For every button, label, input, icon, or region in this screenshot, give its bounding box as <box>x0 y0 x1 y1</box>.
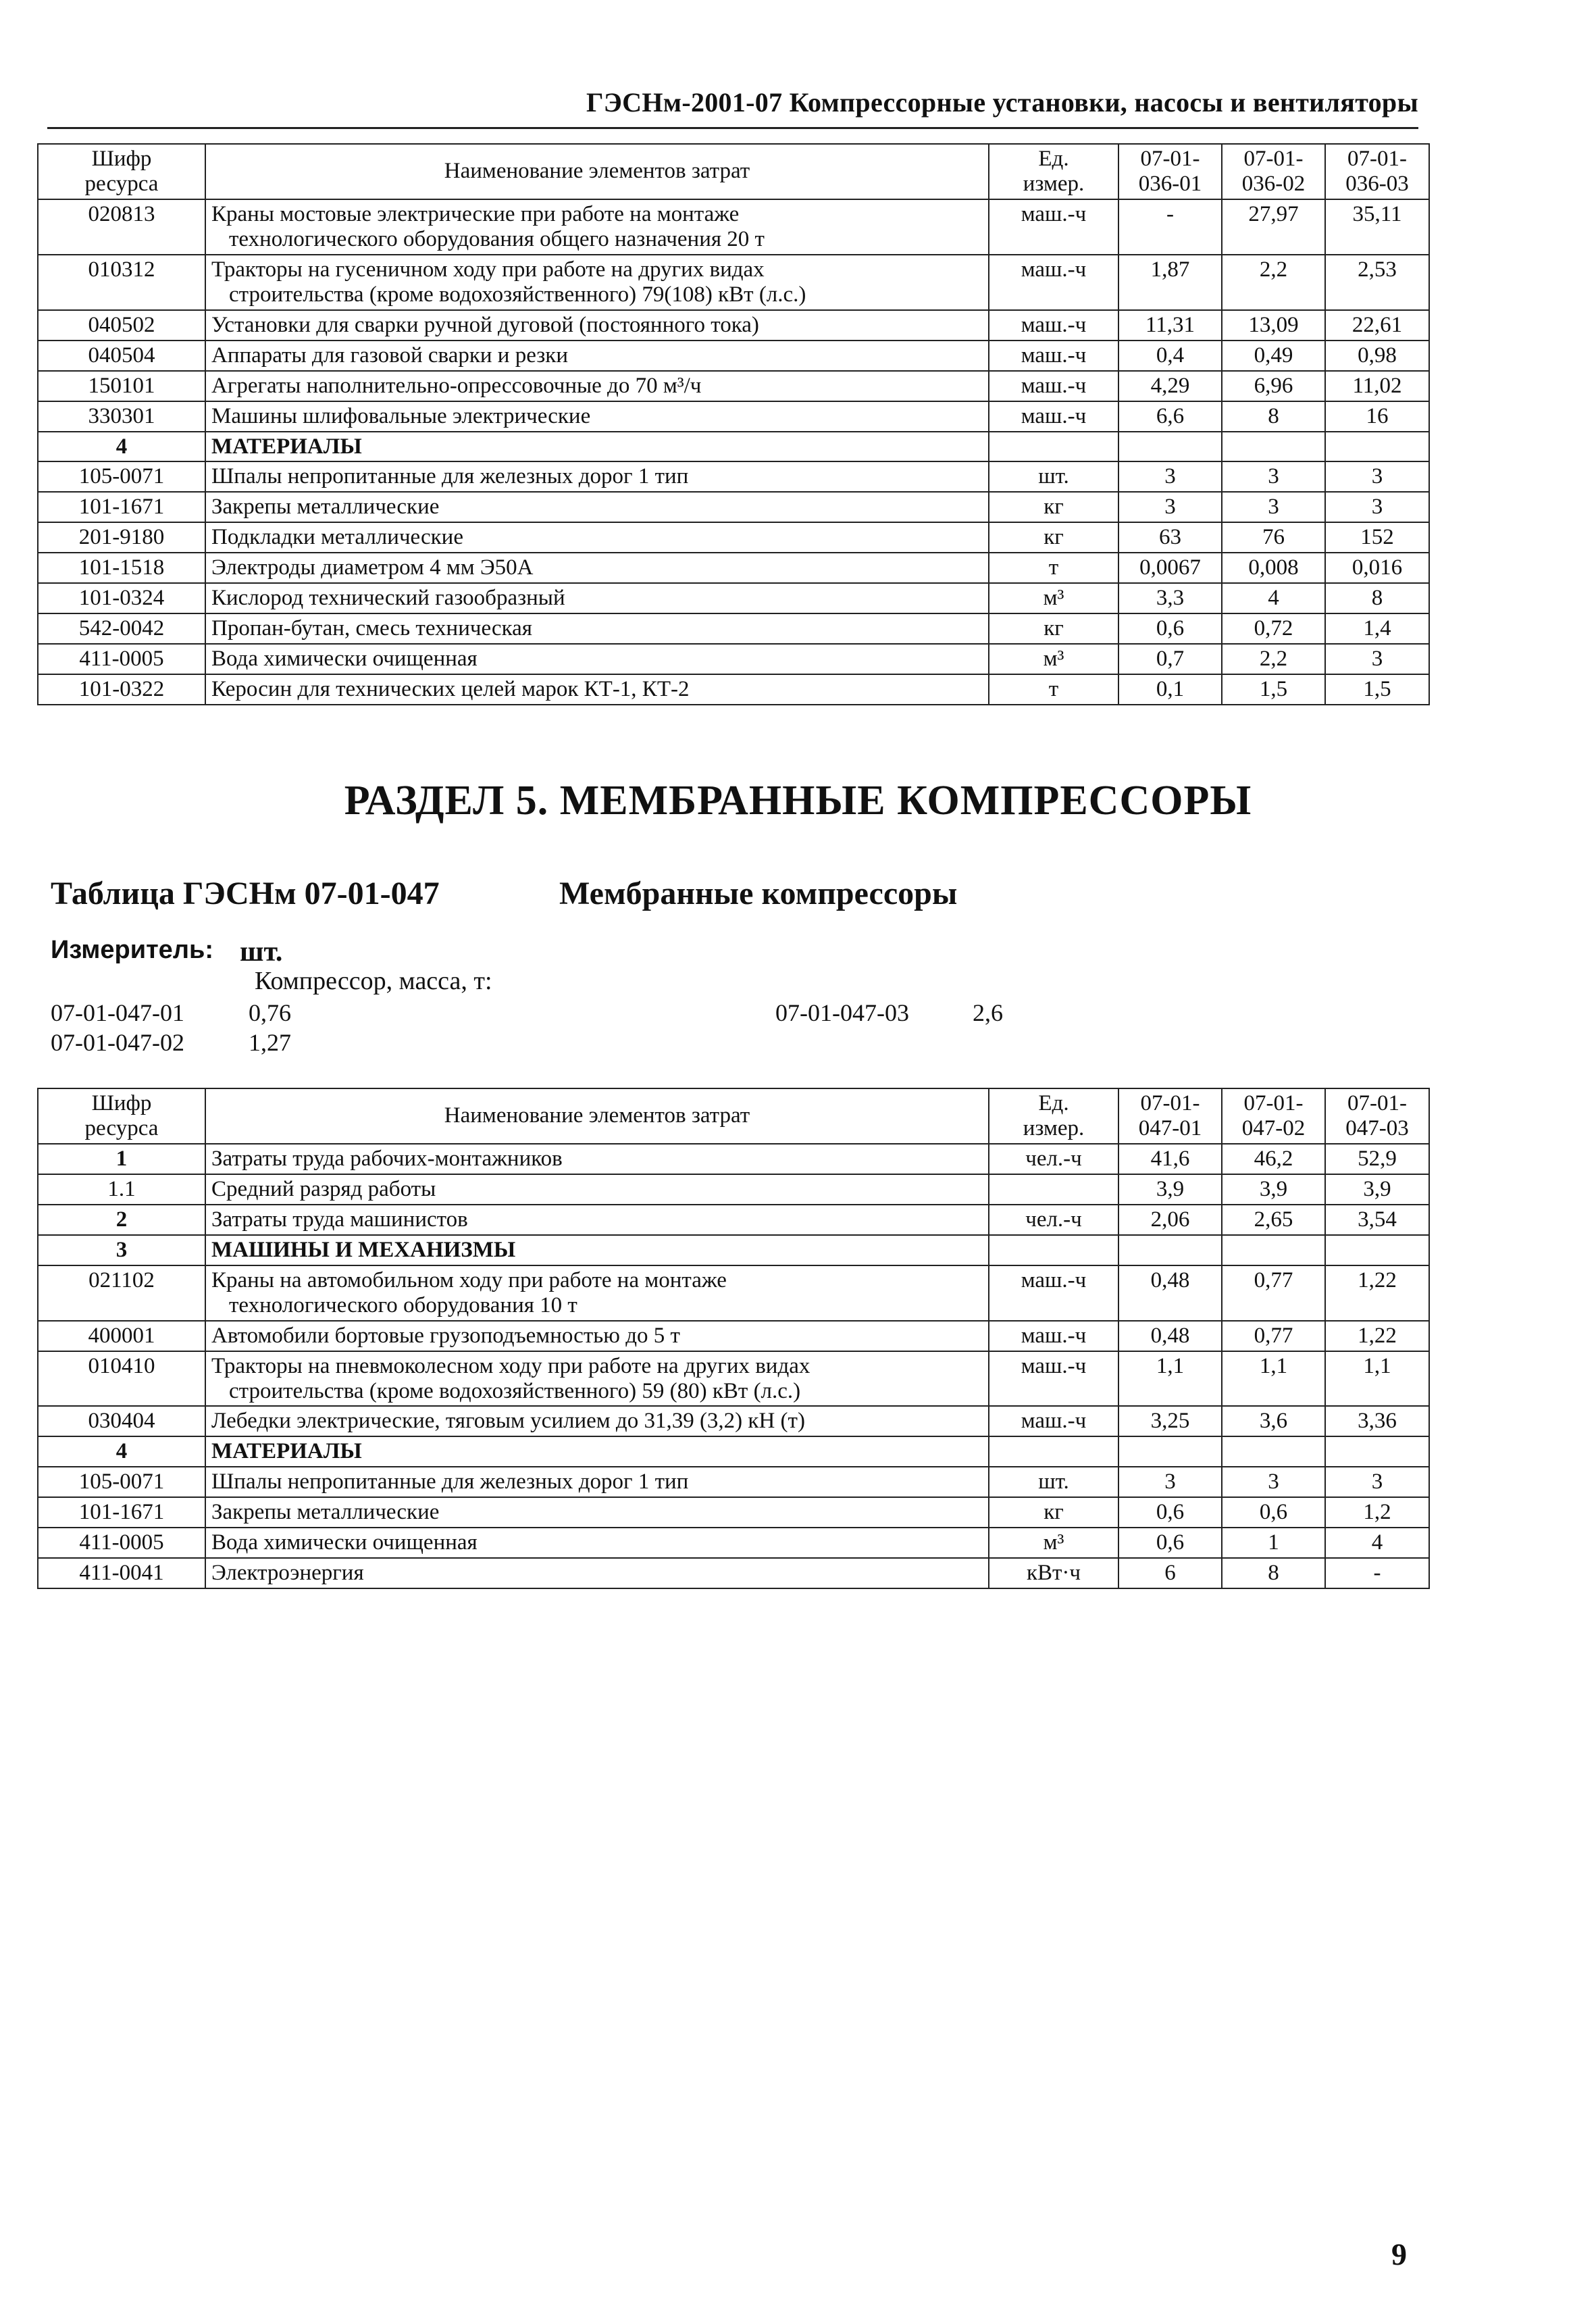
norm-value-3: 22,61 <box>1325 310 1429 341</box>
table-row <box>38 1351 1429 1407</box>
cost-element-line: Вода химически очищенная <box>211 1530 478 1555</box>
norm-value-1: 2,06 <box>1118 1205 1222 1235</box>
cost-element-name <box>205 310 989 341</box>
norm-value-3: 11,02 <box>1325 371 1429 401</box>
norm-value-2: 46,2 <box>1222 1144 1325 1174</box>
cost-element-name <box>205 553 989 583</box>
resource-code: 040502 <box>38 310 205 341</box>
resource-code: 101-1671 <box>38 1497 205 1528</box>
resource-code: 101-1671 <box>38 492 205 522</box>
cost-element-line: Затраты труда рабочих-монтажников <box>211 1146 563 1171</box>
cost-element-line: Вода химически очищенная <box>211 647 478 672</box>
unit-of-measure: кг <box>989 522 1118 553</box>
norm-value-3: 3 <box>1325 461 1429 492</box>
table-row <box>38 1144 1429 1174</box>
norm-value-3 <box>1325 1235 1429 1265</box>
table-row <box>38 1467 1429 1497</box>
resource-code: 105-0071 <box>38 1467 205 1497</box>
norm-value-2: 3,9 <box>1222 1174 1325 1205</box>
cost-element-name <box>205 1235 989 1265</box>
norm-value-2: 8 <box>1222 1558 1325 1588</box>
table-section-row <box>38 1436 1429 1467</box>
table-row <box>38 553 1429 583</box>
norm-value-2: 0,77 <box>1222 1321 1325 1351</box>
norm-value-1 <box>1118 432 1222 462</box>
cost-element-line: Электроды диаметром 4 мм Э50А <box>211 555 534 580</box>
unit-of-measure: маш.-ч <box>989 401 1118 432</box>
table-title: Мембранные компрессоры <box>559 876 958 911</box>
table-row <box>38 492 1429 522</box>
resource-code: 2 <box>38 1205 205 1235</box>
norm-value-3: 3,36 <box>1325 1406 1429 1436</box>
norm-value-1: - <box>1118 199 1222 255</box>
cost-element-name <box>205 199 989 255</box>
cost-element-line: Пропан-бутан, смесь техническая <box>211 616 532 641</box>
norm-value-1 <box>1118 1235 1222 1265</box>
cost-element-name <box>205 522 989 553</box>
cost-element-name <box>205 401 989 432</box>
norm-value-3: - <box>1325 1558 1429 1588</box>
header-norm-1: 07-01- 036-01 <box>1118 144 1222 199</box>
norm-value-2: 2,65 <box>1222 1205 1325 1235</box>
unit-of-measure <box>989 432 1118 462</box>
cost-element-line: Автомобили бортовые грузоподъемностью до 5 т <box>211 1323 680 1348</box>
norm-value-1 <box>1118 1436 1222 1467</box>
cost-element-line: Установки для сварки ручной дуговой (постоянного тока) <box>211 312 759 337</box>
cost-element-name <box>205 1497 989 1528</box>
cost-element-line: технологического оборудования 10 т <box>229 1292 577 1317</box>
table-section-row <box>38 1235 1429 1265</box>
resource-code: 150101 <box>38 371 205 401</box>
resource-code: 020813 <box>38 199 205 255</box>
meter-unit: шт. <box>240 936 283 967</box>
header-norm-2: 07-01- 036-02 <box>1222 144 1325 199</box>
norm-value-2 <box>1222 1235 1325 1265</box>
resource-code: 542-0042 <box>38 613 205 644</box>
table-row <box>38 341 1429 371</box>
header-norm-2: 07-01- 047-02 <box>1222 1088 1325 1144</box>
norm-value-1: 0,0067 <box>1118 553 1222 583</box>
cost-element-name <box>205 1205 989 1235</box>
unit-of-measure: чел.-ч <box>989 1205 1118 1235</box>
resource-code: 1.1 <box>38 1174 205 1205</box>
norm-value-2: 13,09 <box>1222 310 1325 341</box>
norm-value-1: 0,6 <box>1118 1497 1222 1528</box>
cost-element-name <box>205 1265 989 1321</box>
norm-value-3: 0,98 <box>1325 341 1429 371</box>
cost-element-name <box>205 1321 989 1351</box>
norm-value-3 <box>1325 432 1429 462</box>
norm-value-1: 3,3 <box>1118 583 1222 613</box>
norm-value-1: 3 <box>1118 1467 1222 1497</box>
norm-value-2: 8 <box>1222 401 1325 432</box>
norm-value-1: 0,4 <box>1118 341 1222 371</box>
cost-element-name <box>205 1528 989 1558</box>
page-number: 9 <box>1391 2237 1407 2271</box>
table-row <box>38 522 1429 553</box>
table-row <box>38 401 1429 432</box>
table-row <box>38 1321 1429 1351</box>
resource-code: 330301 <box>38 401 205 432</box>
table-row <box>38 1497 1429 1528</box>
header-norm-1: 07-01- 047-01 <box>1118 1088 1222 1144</box>
cost-element-line: Тракторы на гусеничном ходу при работе на других видах <box>211 257 765 282</box>
table-row <box>38 1528 1429 1558</box>
unit-of-measure: маш.-ч <box>989 371 1118 401</box>
norm-value-3 <box>1325 1436 1429 1467</box>
norm-value-2 <box>1222 1436 1325 1467</box>
header-cost-element: Наименование элементов затрат <box>205 1088 989 1144</box>
norm-value-2: 76 <box>1222 522 1325 553</box>
table-row <box>38 583 1429 613</box>
table-row <box>38 310 1429 341</box>
cost-element-name <box>205 341 989 371</box>
cost-element-line: Средний разряд работы <box>211 1176 436 1201</box>
norm-value-1: 4,29 <box>1118 371 1222 401</box>
unit-of-measure: шт. <box>989 461 1118 492</box>
norm-value-3: 1,4 <box>1325 613 1429 644</box>
cost-element-name <box>205 1174 989 1205</box>
cost-element-name <box>205 1144 989 1174</box>
norm-value-2: 1,1 <box>1222 1351 1325 1407</box>
header-cost-element: Наименование элементов затрат <box>205 144 989 199</box>
table-row <box>38 1558 1429 1588</box>
cost-element-line: Тракторы на пневмоколесном ходу при работе на других видах <box>211 1353 810 1378</box>
unit-of-measure: маш.-ч <box>989 1321 1118 1351</box>
norm-value-1: 11,31 <box>1118 310 1222 341</box>
resource-code: 4 <box>38 1436 205 1467</box>
header-divider <box>47 127 1418 129</box>
resource-code: 040504 <box>38 341 205 371</box>
header-resource-code: Шифр ресурса <box>38 144 205 199</box>
cost-element-line: Закрепы металлические <box>211 495 440 520</box>
norm-value-1: 41,6 <box>1118 1144 1222 1174</box>
cost-element-line: МАШИНЫ И МЕХАНИЗМЫ <box>211 1237 516 1262</box>
cost-element-line: Машины шлифовальные электрические <box>211 403 591 428</box>
cost-element-name <box>205 1351 989 1407</box>
cost-element-line: строительства (кроме водохозяйственного) 59 (80) кВт (л.с.) <box>229 1378 801 1403</box>
resource-code: 101-0322 <box>38 674 205 705</box>
norm-value-2: 0,72 <box>1222 613 1325 644</box>
resource-code: 4 <box>38 432 205 462</box>
variant-code: 07-01-047-02 <box>51 1029 184 1056</box>
unit-of-measure <box>989 1235 1118 1265</box>
header-unit: Ед. измер. <box>989 1088 1118 1144</box>
table-row <box>38 1406 1429 1436</box>
resource-code: 400001 <box>38 1321 205 1351</box>
table-row <box>38 371 1429 401</box>
resource-code: 411-0005 <box>38 1528 205 1558</box>
norm-value-2: 3 <box>1222 1467 1325 1497</box>
table-header-row <box>38 144 1429 199</box>
resource-code: 021102 <box>38 1265 205 1321</box>
variant-value: 0,76 <box>249 999 291 1026</box>
norm-value-3: 2,53 <box>1325 255 1429 310</box>
norm-value-2: 6,96 <box>1222 371 1325 401</box>
unit-of-measure: м³ <box>989 1528 1118 1558</box>
cost-element-line: Закрепы металлические <box>211 1500 440 1525</box>
norm-value-3: 16 <box>1325 401 1429 432</box>
cost-element-line: строительства (кроме водохозяйственного) 79(108) кВт (л.с.) <box>229 282 806 307</box>
table-row <box>38 644 1429 674</box>
unit-of-measure: кг <box>989 1497 1118 1528</box>
norm-value-3: 1,5 <box>1325 674 1429 705</box>
resource-code: 201-9180 <box>38 522 205 553</box>
resource-code: 1 <box>38 1144 205 1174</box>
cost-element-line: технологического оборудования общего назначения 20 т <box>229 226 765 251</box>
norm-value-3: 35,11 <box>1325 199 1429 255</box>
norm-value-3: 3 <box>1325 1467 1429 1497</box>
norm-value-2: 2,2 <box>1222 255 1325 310</box>
resource-code: 105-0071 <box>38 461 205 492</box>
norm-value-1: 3,25 <box>1118 1406 1222 1436</box>
norm-value-2: 4 <box>1222 583 1325 613</box>
norm-value-3: 52,9 <box>1325 1144 1429 1174</box>
variant-value: 2,6 <box>973 999 1003 1026</box>
unit-of-measure: м³ <box>989 583 1118 613</box>
cost-element-line: Подкладки металлические <box>211 525 463 550</box>
unit-of-measure: кг <box>989 492 1118 522</box>
unit-of-measure <box>989 1174 1118 1205</box>
variant-code: 07-01-047-03 <box>775 999 909 1026</box>
resource-code: 411-0041 <box>38 1558 205 1588</box>
unit-of-measure: кг <box>989 613 1118 644</box>
norm-value-1: 0,48 <box>1118 1321 1222 1351</box>
meter-label: Измеритель: <box>51 936 213 964</box>
resource-table-047 <box>37 1088 1430 1589</box>
unit-of-measure: маш.-ч <box>989 255 1118 310</box>
norm-value-2: 0,77 <box>1222 1265 1325 1321</box>
resource-code: 411-0005 <box>38 644 205 674</box>
cost-element-line: Агрегаты наполнительно-опрессовочные до 70 м³/ч <box>211 373 702 398</box>
unit-of-measure: маш.-ч <box>989 341 1118 371</box>
header-norm-3: 07-01- 047-03 <box>1325 1088 1429 1144</box>
unit-of-measure: кВт·ч <box>989 1558 1118 1588</box>
norm-value-1: 0,48 <box>1118 1265 1222 1321</box>
variant-code: 07-01-047-01 <box>51 999 184 1026</box>
unit-of-measure: маш.-ч <box>989 199 1118 255</box>
norm-value-3: 0,016 <box>1325 553 1429 583</box>
norm-value-1: 0,1 <box>1118 674 1222 705</box>
resource-code: 3 <box>38 1235 205 1265</box>
meter-description: Компрессор, масса, т: <box>255 967 492 995</box>
unit-of-measure: т <box>989 553 1118 583</box>
norm-value-3: 1,22 <box>1325 1265 1429 1321</box>
norm-value-2 <box>1222 432 1325 462</box>
norm-value-2: 0,49 <box>1222 341 1325 371</box>
cost-element-name <box>205 1436 989 1467</box>
norm-value-1: 1,87 <box>1118 255 1222 310</box>
resource-code: 030404 <box>38 1406 205 1436</box>
cost-element-line: Шпалы непропитанные для железных дорог 1 тип <box>211 464 689 489</box>
norm-value-2: 3 <box>1222 461 1325 492</box>
norm-value-3: 4 <box>1325 1528 1429 1558</box>
cost-element-name <box>205 583 989 613</box>
cost-element-line: Шпалы непропитанные для железных дорог 1 тип <box>211 1469 689 1494</box>
variant-value: 1,27 <box>249 1029 291 1056</box>
unit-of-measure: чел.-ч <box>989 1144 1118 1174</box>
norm-value-3: 1,1 <box>1325 1351 1429 1407</box>
cost-element-name <box>205 1406 989 1436</box>
norm-value-3: 1,22 <box>1325 1321 1429 1351</box>
cost-element-name <box>205 492 989 522</box>
resource-code: 010312 <box>38 255 205 310</box>
cost-element-line: Электроэнергия <box>211 1561 364 1586</box>
norm-value-1: 3 <box>1118 492 1222 522</box>
unit-of-measure: маш.-ч <box>989 1406 1118 1436</box>
norm-value-1: 1,1 <box>1118 1351 1222 1407</box>
norm-value-2: 2,2 <box>1222 644 1325 674</box>
table-row <box>38 613 1429 644</box>
norm-value-3: 3 <box>1325 492 1429 522</box>
cost-element-line: МАТЕРИАЛЫ <box>211 1439 362 1464</box>
norm-value-3: 8 <box>1325 583 1429 613</box>
norm-value-1: 0,6 <box>1118 613 1222 644</box>
table-number: Таблица ГЭСНм 07-01-047 <box>51 876 440 911</box>
norm-value-2: 0,008 <box>1222 553 1325 583</box>
cost-element-line: МАТЕРИАЛЫ <box>211 434 362 459</box>
cost-element-name <box>205 255 989 310</box>
section-title: РАЗДЕЛ 5. МЕМБРАННЫЕ КОМПРЕССОРЫ <box>344 778 1252 824</box>
cost-element-name <box>205 1467 989 1497</box>
norm-value-2: 1 <box>1222 1528 1325 1558</box>
table-row <box>38 199 1429 255</box>
table-row <box>38 1205 1429 1235</box>
unit-of-measure <box>989 1436 1118 1467</box>
cost-element-name <box>205 1558 989 1588</box>
cost-element-line: Кислород технический газообразный <box>211 586 565 611</box>
norm-value-1: 3 <box>1118 461 1222 492</box>
unit-of-measure: м³ <box>989 644 1118 674</box>
cost-element-name <box>205 461 989 492</box>
header-norm-3: 07-01- 036-03 <box>1325 144 1429 199</box>
norm-value-2: 3,6 <box>1222 1406 1325 1436</box>
unit-of-measure: маш.-ч <box>989 310 1118 341</box>
cost-element-line: Керосин для технических целей марок КТ-1, КТ-2 <box>211 677 690 702</box>
table-row <box>38 461 1429 492</box>
cost-element-name <box>205 432 989 462</box>
unit-of-measure: шт. <box>989 1467 1118 1497</box>
norm-value-2: 27,97 <box>1222 199 1325 255</box>
table-section-row <box>38 432 1429 462</box>
running-head: ГЭСНм-2001-07 Компрессорные установки, насосы и вентиляторы <box>586 87 1418 118</box>
table-row <box>38 255 1429 310</box>
unit-of-measure: маш.-ч <box>989 1265 1118 1321</box>
resource-code: 101-1518 <box>38 553 205 583</box>
cost-element-line: Лебедки электрические, тяговым усилием до 31,39 (3,2) кН (т) <box>211 1409 805 1434</box>
resource-code: 101-0324 <box>38 583 205 613</box>
header-resource-code: Шифр ресурса <box>38 1088 205 1144</box>
resource-table-036 <box>37 143 1430 705</box>
table-row <box>38 1174 1429 1205</box>
norm-value-2: 0,6 <box>1222 1497 1325 1528</box>
cost-element-name <box>205 674 989 705</box>
norm-value-2: 3 <box>1222 492 1325 522</box>
norm-value-1: 0,7 <box>1118 644 1222 674</box>
norm-value-1: 0,6 <box>1118 1528 1222 1558</box>
cost-element-line: Краны на автомобильном ходу при работе на монтаже <box>211 1267 727 1292</box>
table-row <box>38 674 1429 705</box>
cost-element-name <box>205 644 989 674</box>
cost-element-line: Затраты труда машинистов <box>211 1207 468 1232</box>
resource-code: 010410 <box>38 1351 205 1407</box>
norm-value-1: 3,9 <box>1118 1174 1222 1205</box>
cost-element-line: Краны мостовые электрические при работе на монтаже <box>211 201 740 226</box>
norm-value-2: 1,5 <box>1222 674 1325 705</box>
norm-value-1: 63 <box>1118 522 1222 553</box>
norm-value-3: 3 <box>1325 644 1429 674</box>
table-header-row <box>38 1088 1429 1144</box>
norm-value-1: 6 <box>1118 1558 1222 1588</box>
norm-value-3: 3,54 <box>1325 1205 1429 1235</box>
unit-of-measure: маш.-ч <box>989 1351 1118 1407</box>
unit-of-measure: т <box>989 674 1118 705</box>
cost-element-name <box>205 613 989 644</box>
cost-element-name <box>205 371 989 401</box>
norm-value-3: 3,9 <box>1325 1174 1429 1205</box>
norm-value-3: 1,2 <box>1325 1497 1429 1528</box>
table-row <box>38 1265 1429 1321</box>
cost-element-line: Аппараты для газовой сварки и резки <box>211 343 568 368</box>
norm-value-1: 6,6 <box>1118 401 1222 432</box>
header-unit: Ед. измер. <box>989 144 1118 199</box>
norm-value-3: 152 <box>1325 522 1429 553</box>
